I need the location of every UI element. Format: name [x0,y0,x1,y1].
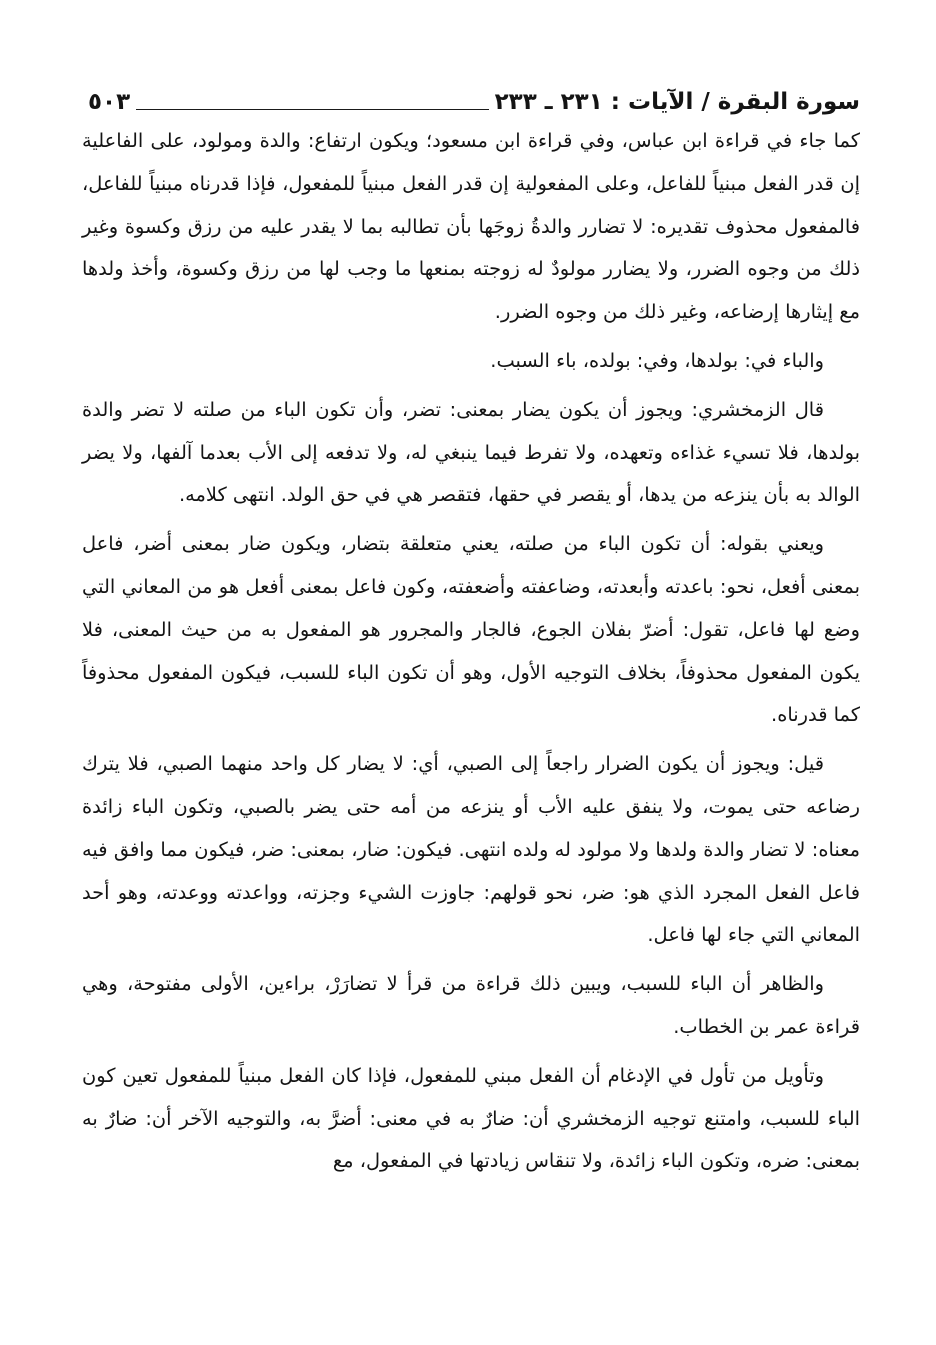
paragraph: والظاهر أن الباء للسبب، ويبين ذلك قراءة من قرأ لا تضارَرْ، براءين، الأولى مفتوحة، وهي قراءة عمر بن الخطاب. [82,972,860,1038]
page-header [88,78,860,114]
paragraph: والباء في: بولدها، وفي: بولده، باء السبب. [490,348,824,372]
paragraph: كما جاء في قراءة ابن عباس، وفي قراءة ابن مسعود؛ ويكون ارتفاع: والدة ومولود، على الفاعلية إن قدر الفعل مبنياً للفاعل، وعلى المفعولية إن قدر الفعل مبنياً للمفعول، فإذا قدرناه مبنياً للفاعل، فالمفعول محذوف تقديره: لا تضارر والدةُ زوجَها بأن تطالبه بما لا يقدر عليه من رزق وكسوة وغير ذلك من وجوه الضرر، ولا يضارر مولودٌ له زوجته بمنعها ما وجب لها من رزق وكسوة، وأخذ ولدها مع إيثارها إرضاعه، وغير ذلك من وجوه الضرر. [82,129,860,324]
header-rule [136,109,489,110]
paragraph: قيل: ويجوز أن يكون الضرار راجعاً إلى الصبي، أي: لا يضار كل واحد منهما الصبي، فلا يترك رضاعه حتى يموت، ولا ينفق عليه الأب أو ينزعه من أمه حتى يضر بالصبي، وتكون الباء زائدة معناه: لا تضار والدة ولدها ولا مولود له ولده انتهى. فيكون: ضار، بمعنى: ضر، فيكون مما وافق فيه فاعل الفعل المجرد الذي هو: ضر، نحو قولهم: جاوزت الشيء وجزته، وواعدته ووعدته، وهو أحد المعاني التي جاء لها فاعل. [82,752,860,947]
body-text [82,120,860,1183]
paragraph: قال الزمخشري: ويجوز أن يكون يضار بمعنى: تضر، وأن تكون الباء من صلته لا تضر والدة بولدها، فلا تسيء غذاءه وتعهده، ولا تفرط فيما ينبغي له، ولا تدفعه إلى الأب بعدما آلفها، ولا يضر الوالد به بأن ينزعه من يدها، أو يقصر في حقها، فتقصر هي في حق الولد. انتهى كلامه. [82,397,860,507]
paragraph: ويعني بقوله: أن تكون الباء من صلته، يعني متعلقة بتضار، ويكون ضار بمعنى أضر، فاعل بمعنى أفعل، نحو: باعدته وأبعدته، وضاعفته وأضعفته، وكون فاعل بمعنى أفعل هو من المعاني التي وضع لها فاعل، تقول: أضرّ بفلان الجوع، فالجار والمجرور هو المفعول به من حيث المعنى، فلا يكون المفعول محذوفاً، بخلاف التوجيه الأول، وهو أن تكون الباء للسبب، فيكون المفعول محذوفاً كما قدرناه. [82,532,860,727]
running-title: سورة البقرة / الآيات : ٢٣١ ـ ٢٣٣ [494,89,860,115]
paragraph: وتأويل من تأول في الإدغام أن الفعل مبني للمفعول، فإذا كان الفعل مبنياً للمفعول تعين كون الباء للسبب، وامتنع توجيه الزمخشري أن: ضارٌ به في معنى: أضرَّ به، والتوجيه الآخر أن: ضارٌ به بمعنى: ضره، وتكون الباء زائدة، ولا تنقاس زيادتها في المفعول، مع [82,1063,860,1173]
page-number: ٥٠٣ [88,89,131,115]
